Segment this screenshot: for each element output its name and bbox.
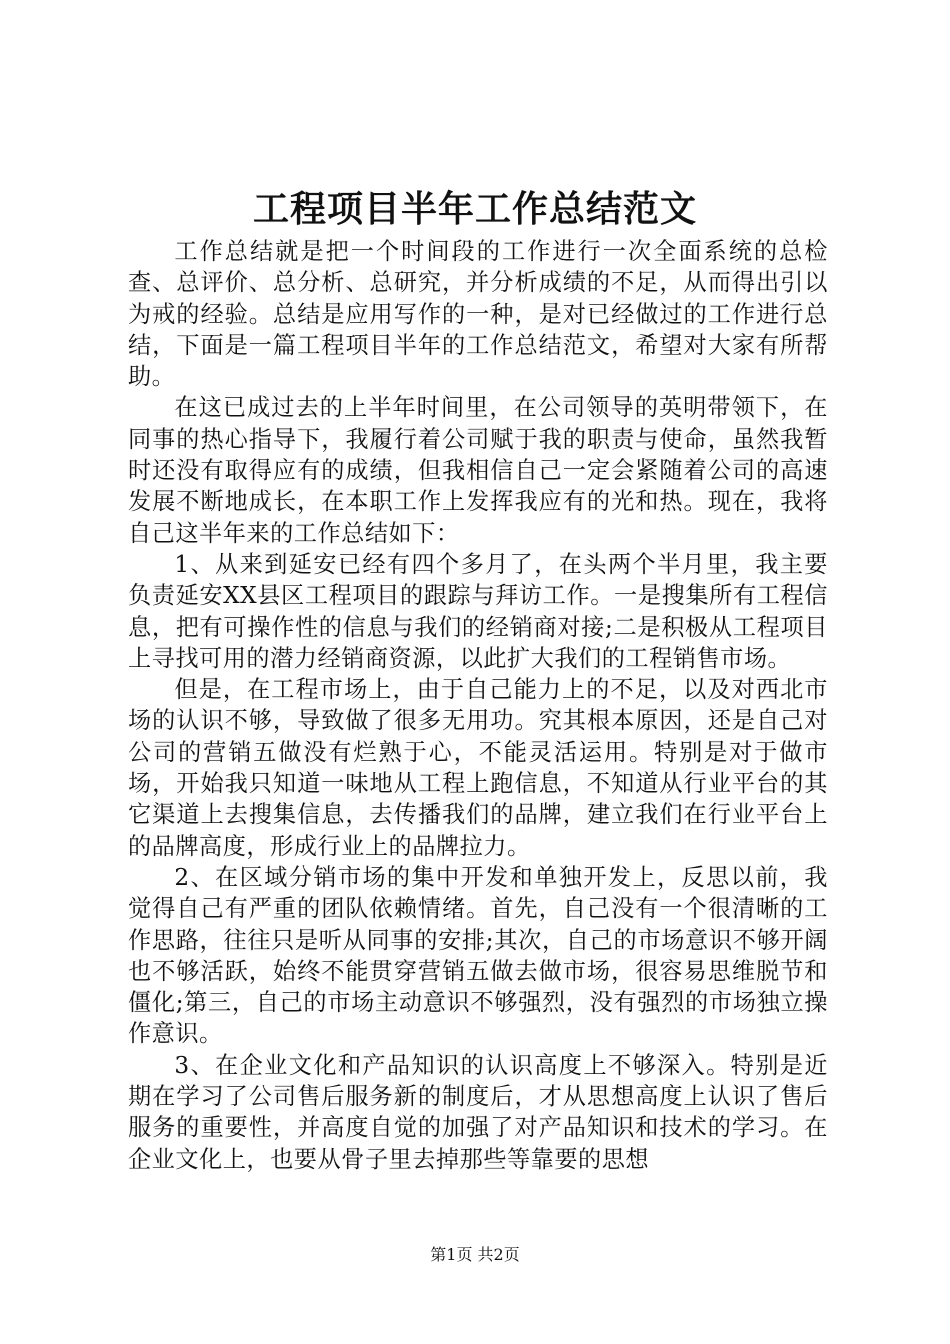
paragraph-item-3: 3、在企业文化和产品知识的认识高度上不够深入。特别是近期在学习了公司售后服务新的制度后，才从思想高度上认识了售后服务的重要性，并高度自觉的加强了对产品知识和技术的学习。在企业文化上，也要从骨子里去掉那些等靠要的思想 xyxy=(128,1051,828,1173)
document-title: 工程项目半年工作总结范文 xyxy=(252,188,697,230)
document-body xyxy=(128,236,828,1175)
paragraph-item-2: 2、在区域分销市场的集中开发和单独开发上，反思以前，我觉得自己有严重的团队依赖情绪。首先，自己没有一个很清晰的工作思路，往往只是听从同事的安排;其次，自己的市场意识不够开阔也不够活跃，始终不能贯穿营销五做去做市场，很容易思维脱节和僵化;第三，自己的市场主动意识不够强烈，没有强烈的市场独立操作意识。 xyxy=(128,863,828,1048)
paragraph-intro: 工作总结就是把一个时间段的工作进行一次全面系统的总检查、总评价、总分析、总研究，并分析成绩的不足，从而得出引以为戒的经验。总结是应用写作的一种，是对已经做过的工作进行总结，下面是一篇工程项目半年的工作总结范文，希望对大家有所帮助。 xyxy=(128,238,828,391)
paragraph-item-1: 1、从来到延安已经有四个多月了，在头两个半月里，我主要负责延安XX县区工程项目的跟踪与拜访工作。一是搜集所有工程信息，把有可操作性的信息与我们的经销商对接;二是积极从工程项目上寻找可用的潜力经销商资源，以此扩大我们的工程销售市场。 xyxy=(128,550,828,672)
page-footer: 第1页 共2页 xyxy=(430,1245,520,1264)
paragraph-analysis: 但是，在工程市场上，由于自己能力上的不足，以及对西北市场的认识不够，导致做了很多无用功。究其根本原因，还是自己对公司的营销五做没有烂熟于心，不能灵活运用。特别是对于做市场，开始我只知道一味地从工程上跑信息，不知道从行业平台的其它渠道上去搜集信息，去传播我们的品牌，建立我们在行业平台上的品牌高度，形成行业上的品牌拉力。 xyxy=(128,676,828,860)
paragraph-overview: 在这已成过去的上半年时间里，在公司领导的英明带领下，在同事的热心指导下，我履行着公司赋于我的职责与使命，虽然我暂时还没有取得应有的成绩，但我相信自己一定会紧随着公司的高速发展不断地成长，在本职工作上发挥我应有的光和热。现在，我将自己这半年来的工作总结如下： xyxy=(128,394,828,547)
